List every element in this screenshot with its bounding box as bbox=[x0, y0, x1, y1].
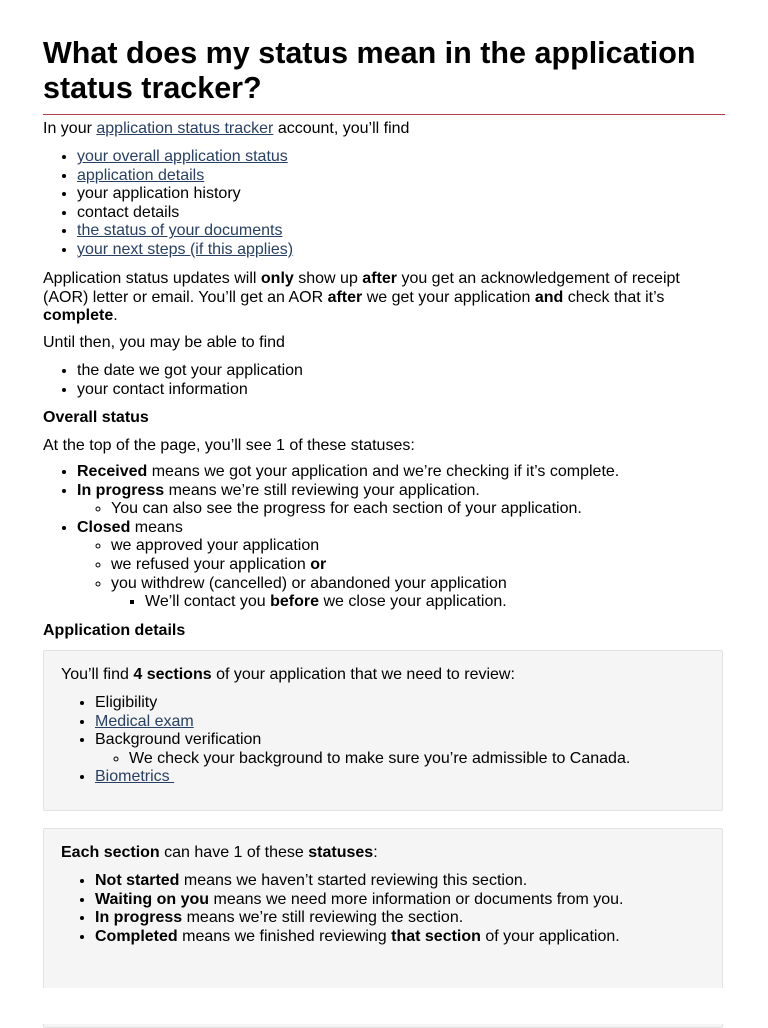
list-item bbox=[95, 768, 745, 787]
section-eligibility: Eligibility bbox=[95, 694, 158, 711]
list-item-text: you withdrew (cancelled) or abandoned your application bbox=[111, 574, 507, 592]
background-sublist bbox=[95, 750, 745, 769]
next-steps-link[interactable]: your next steps (if this applies) bbox=[77, 240, 294, 258]
updates-paragraph bbox=[43, 270, 725, 326]
status-in-progress-label: In progress bbox=[95, 909, 183, 927]
list-item bbox=[77, 463, 759, 482]
status-waiting-label: Waiting on you bbox=[95, 890, 210, 908]
updates-text: show up bbox=[298, 270, 358, 287]
application-status-tracker-link[interactable]: application status tracker bbox=[96, 120, 274, 137]
list-item bbox=[77, 185, 759, 204]
medical-exam-link[interactable]: Medical exam bbox=[95, 712, 194, 730]
list-item bbox=[145, 593, 759, 612]
status-completed-text: means we finished reviewing bbox=[182, 927, 387, 945]
sections-intro-text: of your application that we need to review: bbox=[216, 666, 515, 683]
status-closed-label: Closed bbox=[77, 518, 131, 536]
list-item-emphasis: or bbox=[310, 555, 327, 573]
intro-emphasis: Each section bbox=[61, 844, 160, 861]
updates-text: you get an acknowledgement of receipt (AOR) letter or email. You’ll get an AOR bbox=[43, 270, 680, 306]
status-in-progress-text: means we’re still reviewing your application. bbox=[168, 481, 480, 499]
sections-panel bbox=[43, 650, 723, 811]
in-progress-sublist bbox=[77, 500, 759, 519]
status-received-label: Received bbox=[77, 463, 148, 480]
documents-status-link[interactable]: the status of your documents bbox=[77, 222, 283, 240]
list-item-text: contact details bbox=[77, 203, 180, 221]
closed-subsublist bbox=[111, 593, 759, 612]
status-waiting-text: means we need more information or documents from you. bbox=[213, 890, 624, 908]
list-item bbox=[111, 556, 759, 575]
until-paragraph: Until then, you may be able to find bbox=[43, 334, 285, 351]
list-item-text: we refused your application bbox=[111, 555, 306, 573]
sections-intro bbox=[61, 666, 711, 685]
list-item bbox=[77, 167, 759, 186]
list-item: ◦ we approved your application bbox=[111, 537, 759, 556]
status-not-started-label: Not started bbox=[95, 872, 180, 889]
updates-emphasis: after bbox=[327, 288, 363, 306]
closed-sublist bbox=[77, 537, 759, 611]
list-item bbox=[77, 148, 759, 167]
application-details-heading: Application details bbox=[43, 622, 186, 639]
sections-list bbox=[61, 694, 745, 787]
intro-prefix: In your bbox=[43, 120, 92, 137]
list-item bbox=[77, 222, 759, 241]
title-divider bbox=[43, 114, 725, 115]
status-closed-text: means bbox=[134, 518, 183, 536]
list-item-text: your application history bbox=[77, 185, 241, 203]
intro-text: : bbox=[373, 844, 378, 861]
status-completed-text: of your application. bbox=[485, 927, 620, 945]
list-item bbox=[95, 928, 745, 947]
biometrics-link[interactable]: Biometrics bbox=[95, 768, 175, 786]
intro-suffix: account, you’ll find bbox=[277, 120, 410, 137]
list-item bbox=[77, 482, 759, 519]
list-item: • your contact information bbox=[77, 381, 759, 400]
list-item bbox=[95, 872, 745, 891]
intro-emphasis: statuses bbox=[308, 844, 374, 861]
status-in-progress-label: In progress bbox=[77, 481, 165, 499]
intro-paragraph bbox=[43, 120, 725, 139]
list-item bbox=[95, 713, 745, 732]
sections-intro-text: You’ll find bbox=[61, 666, 129, 683]
list-item bbox=[111, 575, 759, 612]
list-item bbox=[77, 241, 759, 260]
list-item: ◦ You can also see the progress for each section of your application. bbox=[111, 500, 759, 519]
list-item bbox=[95, 694, 745, 713]
overall-status-list bbox=[43, 463, 759, 612]
list-item bbox=[95, 891, 745, 910]
list-item bbox=[77, 519, 759, 612]
page-cutoff bbox=[43, 988, 725, 1024]
tracker-features-list bbox=[43, 148, 759, 260]
section-statuses-intro bbox=[61, 844, 711, 863]
application-details-link[interactable]: application details bbox=[77, 166, 205, 184]
list-item bbox=[95, 731, 745, 768]
updates-emphasis: after bbox=[362, 270, 397, 287]
list-item: ◦ We check your background to make sure you’re admissible to Canada. bbox=[129, 750, 745, 769]
list-item-emphasis: before bbox=[270, 593, 320, 611]
overall-status-link[interactable]: your overall application status bbox=[77, 148, 288, 165]
updates-emphasis: only bbox=[260, 270, 294, 287]
list-item: • the date we got your application bbox=[77, 362, 759, 381]
intro-text: can have 1 of these bbox=[164, 844, 304, 861]
sections-intro-emphasis: 4 sections bbox=[133, 666, 212, 683]
updates-emphasis: and bbox=[534, 288, 564, 306]
page-title: What does my status mean in the application status tracker? bbox=[43, 36, 696, 105]
status-received-text: means we got your application and we’re checking if it’s complete. bbox=[151, 463, 620, 480]
list-item bbox=[95, 909, 745, 928]
overall-status-intro: At the top of the page, you’ll see 1 of these statuses: bbox=[43, 437, 415, 454]
status-completed-label: Completed bbox=[95, 927, 178, 945]
updates-text: check that it’s bbox=[567, 288, 665, 306]
until-list bbox=[43, 362, 759, 399]
updates-text: we get your application bbox=[366, 288, 531, 306]
status-not-started-text: means we haven’t started reviewing this section. bbox=[183, 872, 528, 889]
updates-emphasis: complete bbox=[43, 307, 114, 325]
status-completed-emphasis: that section bbox=[391, 927, 481, 945]
list-item-text: we close your application. bbox=[323, 593, 507, 611]
section-background: Background verification bbox=[95, 731, 262, 749]
list-item-text: We’ll contact you bbox=[145, 593, 266, 611]
section-statuses-list bbox=[61, 872, 745, 946]
list-item bbox=[77, 204, 759, 223]
updates-text: Application status updates will bbox=[43, 270, 257, 287]
updates-text: . bbox=[113, 307, 118, 325]
overall-status-heading: Overall status bbox=[43, 409, 149, 426]
status-in-progress-text: means we’re still reviewing the section. bbox=[186, 909, 464, 927]
